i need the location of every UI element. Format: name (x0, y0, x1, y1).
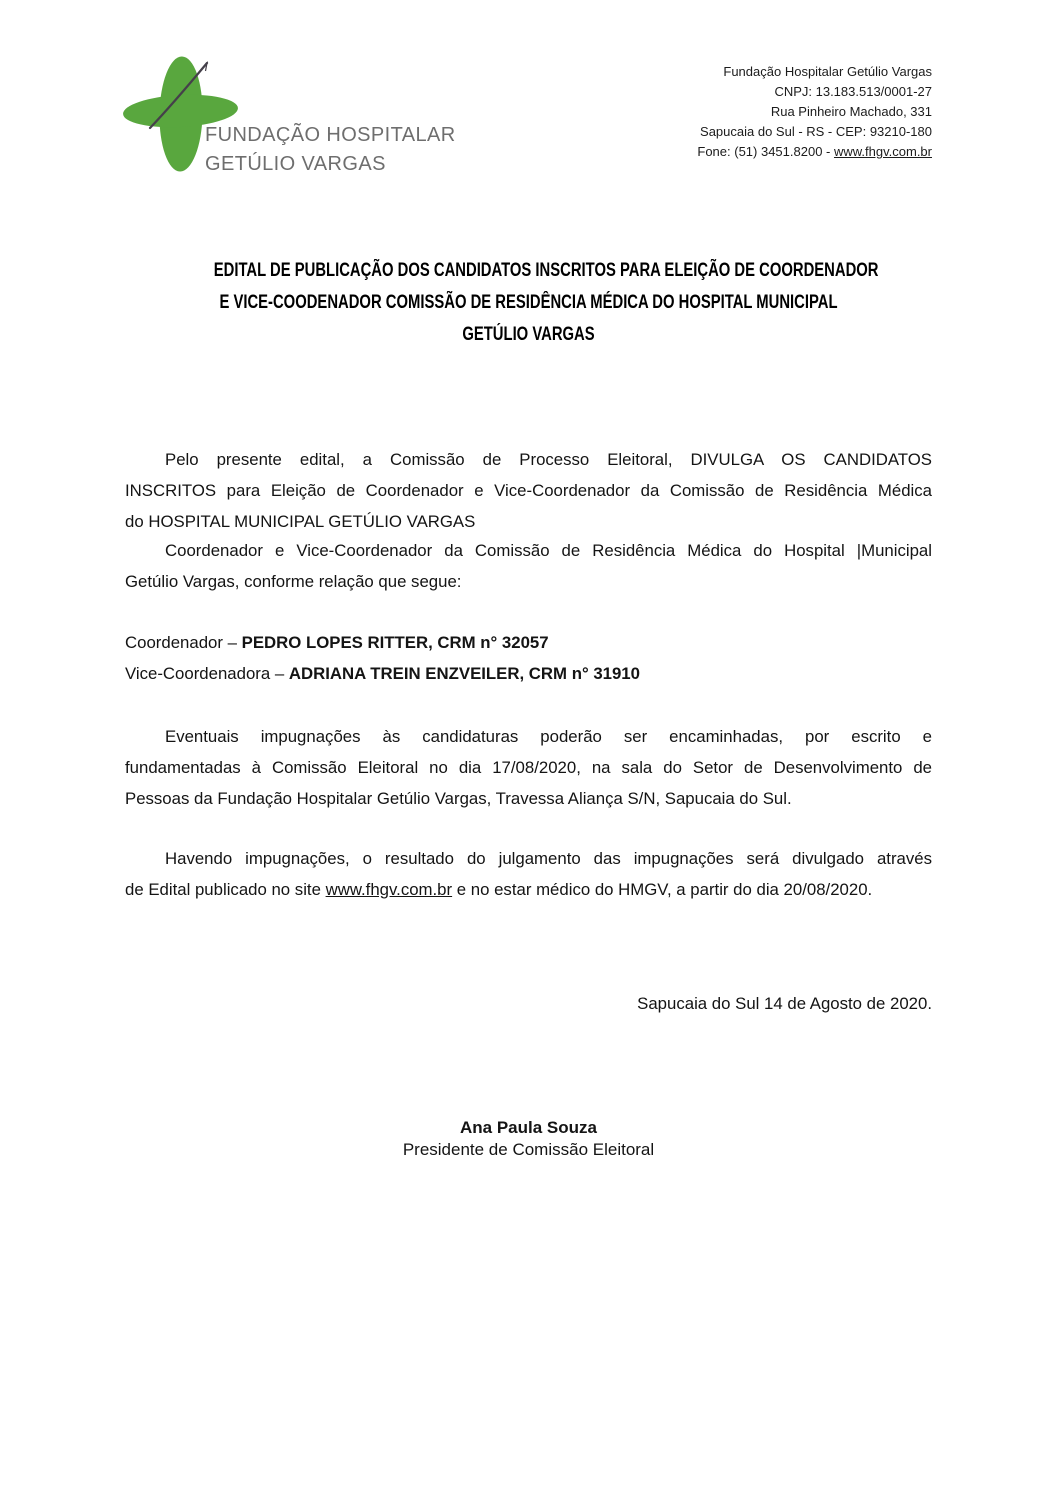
paragraph-announcement-line3: do HOSPITAL MUNICIPAL GETÚLIO VARGAS (125, 512, 476, 531)
candidate-list (125, 627, 932, 689)
paragraph-challenges-line3: Pessoas da Fundação Hospitalar Getúlio Vargas, Travessa Aliança S/N, Sapucaia do Sul. (125, 789, 792, 808)
logo-wordmark-line2: GETÚLIO VARGAS (205, 153, 386, 175)
logo-wordmark (205, 121, 456, 179)
signature-role: Presidente de Comissão Eleitoral (402, 1140, 655, 1159)
paragraph-relation-intro-line2: Getúlio Vargas, conforme relação que segue: (125, 572, 462, 591)
document-date-line: Sapucaia do Sul 14 de Agosto de 2020. (637, 994, 932, 1013)
paragraph-results-line2-before: de Edital publicado no site (125, 880, 326, 899)
candidate-coordinator-label: Coordenador – (125, 633, 242, 652)
document-title-line1: EDITAL DE PUBLICAÇÃO DOS CANDIDATOS INSCRITOS PARA ELEIÇÃO DE COORDENADOR (213, 260, 879, 281)
signature-name: Ana Paula Souza (460, 1118, 597, 1137)
paragraph-results-line2-after: e no estar médico do HMGV, a partir do dia 20/08/2020. (452, 880, 873, 899)
logo-wordmark-line1: FUNDAÇÃO HOSPITALAR (205, 124, 456, 146)
letterhead-contact-block (697, 62, 932, 162)
website-link[interactable]: www.fhgv.com.br (833, 144, 932, 159)
contact-street: Rua Pinheiro Machado, 331 (770, 104, 932, 119)
paragraph-announcement-line1: Pelo presente edital, a Comissão de Processo Eleitoral, DIVULGA OS CANDIDATOS (165, 450, 932, 469)
paragraph-challenges-line2: fundamentadas à Comissão Eleitoral no dia 17/08/2020, na sala do Setor de Desenvolvimento de (125, 758, 932, 777)
paragraph-relation-intro-line1: Coordenador e Vice-Coordenador da Comissão de Residência Médica do Hospital |Municipal (165, 541, 932, 560)
paragraph-announcement (125, 444, 932, 537)
paragraph-announcement-line2: INSCRITOS para Eleição de Coordenador e Vice-Coordenador da Comissão de Residência Médica (125, 481, 932, 500)
paragraph-relation-intro (125, 535, 932, 597)
document-title-line3: GETÚLIO VARGAS (462, 324, 595, 345)
contact-org-name: Fundação Hospitalar Getúlio Vargas (723, 64, 932, 79)
candidate-vice-coordinator-label: Vice-Coordenadora – (125, 664, 289, 683)
contact-cnpj: CNPJ: 13.183.513/0001-27 (774, 84, 932, 99)
candidate-coordinator-line (125, 627, 932, 658)
paragraph-results-line1: Havendo impugnações, o resultado do julgamento das impugnações será divulgado através (165, 849, 932, 868)
document-title-line2: E VICE-COODENADOR COMISSÃO DE RESIDÊNCIA MÉDICA DO HOSPITAL MUNICIPAL (219, 292, 838, 313)
contact-city-cep: Sapucaia do Sul - RS - CEP: 93210-180 (700, 124, 932, 139)
paragraph-results-line2 (125, 874, 932, 905)
paragraph-challenges (125, 721, 932, 814)
candidate-coordinator-name: PEDRO LOPES RITTER, CRM n° 32057 (241, 633, 549, 652)
contact-phone-line (697, 142, 932, 162)
signature-block (125, 1117, 932, 1161)
contact-phone: Fone: (51) 3451.8200 - (697, 144, 834, 159)
results-website-link[interactable]: www.fhgv.com.br (325, 880, 453, 899)
paragraph-challenges-line1: Eventuais impugnações às candidaturas poderão ser encaminhadas, por escrito e (165, 727, 932, 746)
document-title (125, 255, 932, 351)
candidate-vice-coordinator-name: ADRIANA TREIN ENZVEILER, CRM n° 31910 (288, 664, 640, 683)
paragraph-results (125, 843, 932, 905)
candidate-vice-coordinator-line (125, 658, 932, 689)
